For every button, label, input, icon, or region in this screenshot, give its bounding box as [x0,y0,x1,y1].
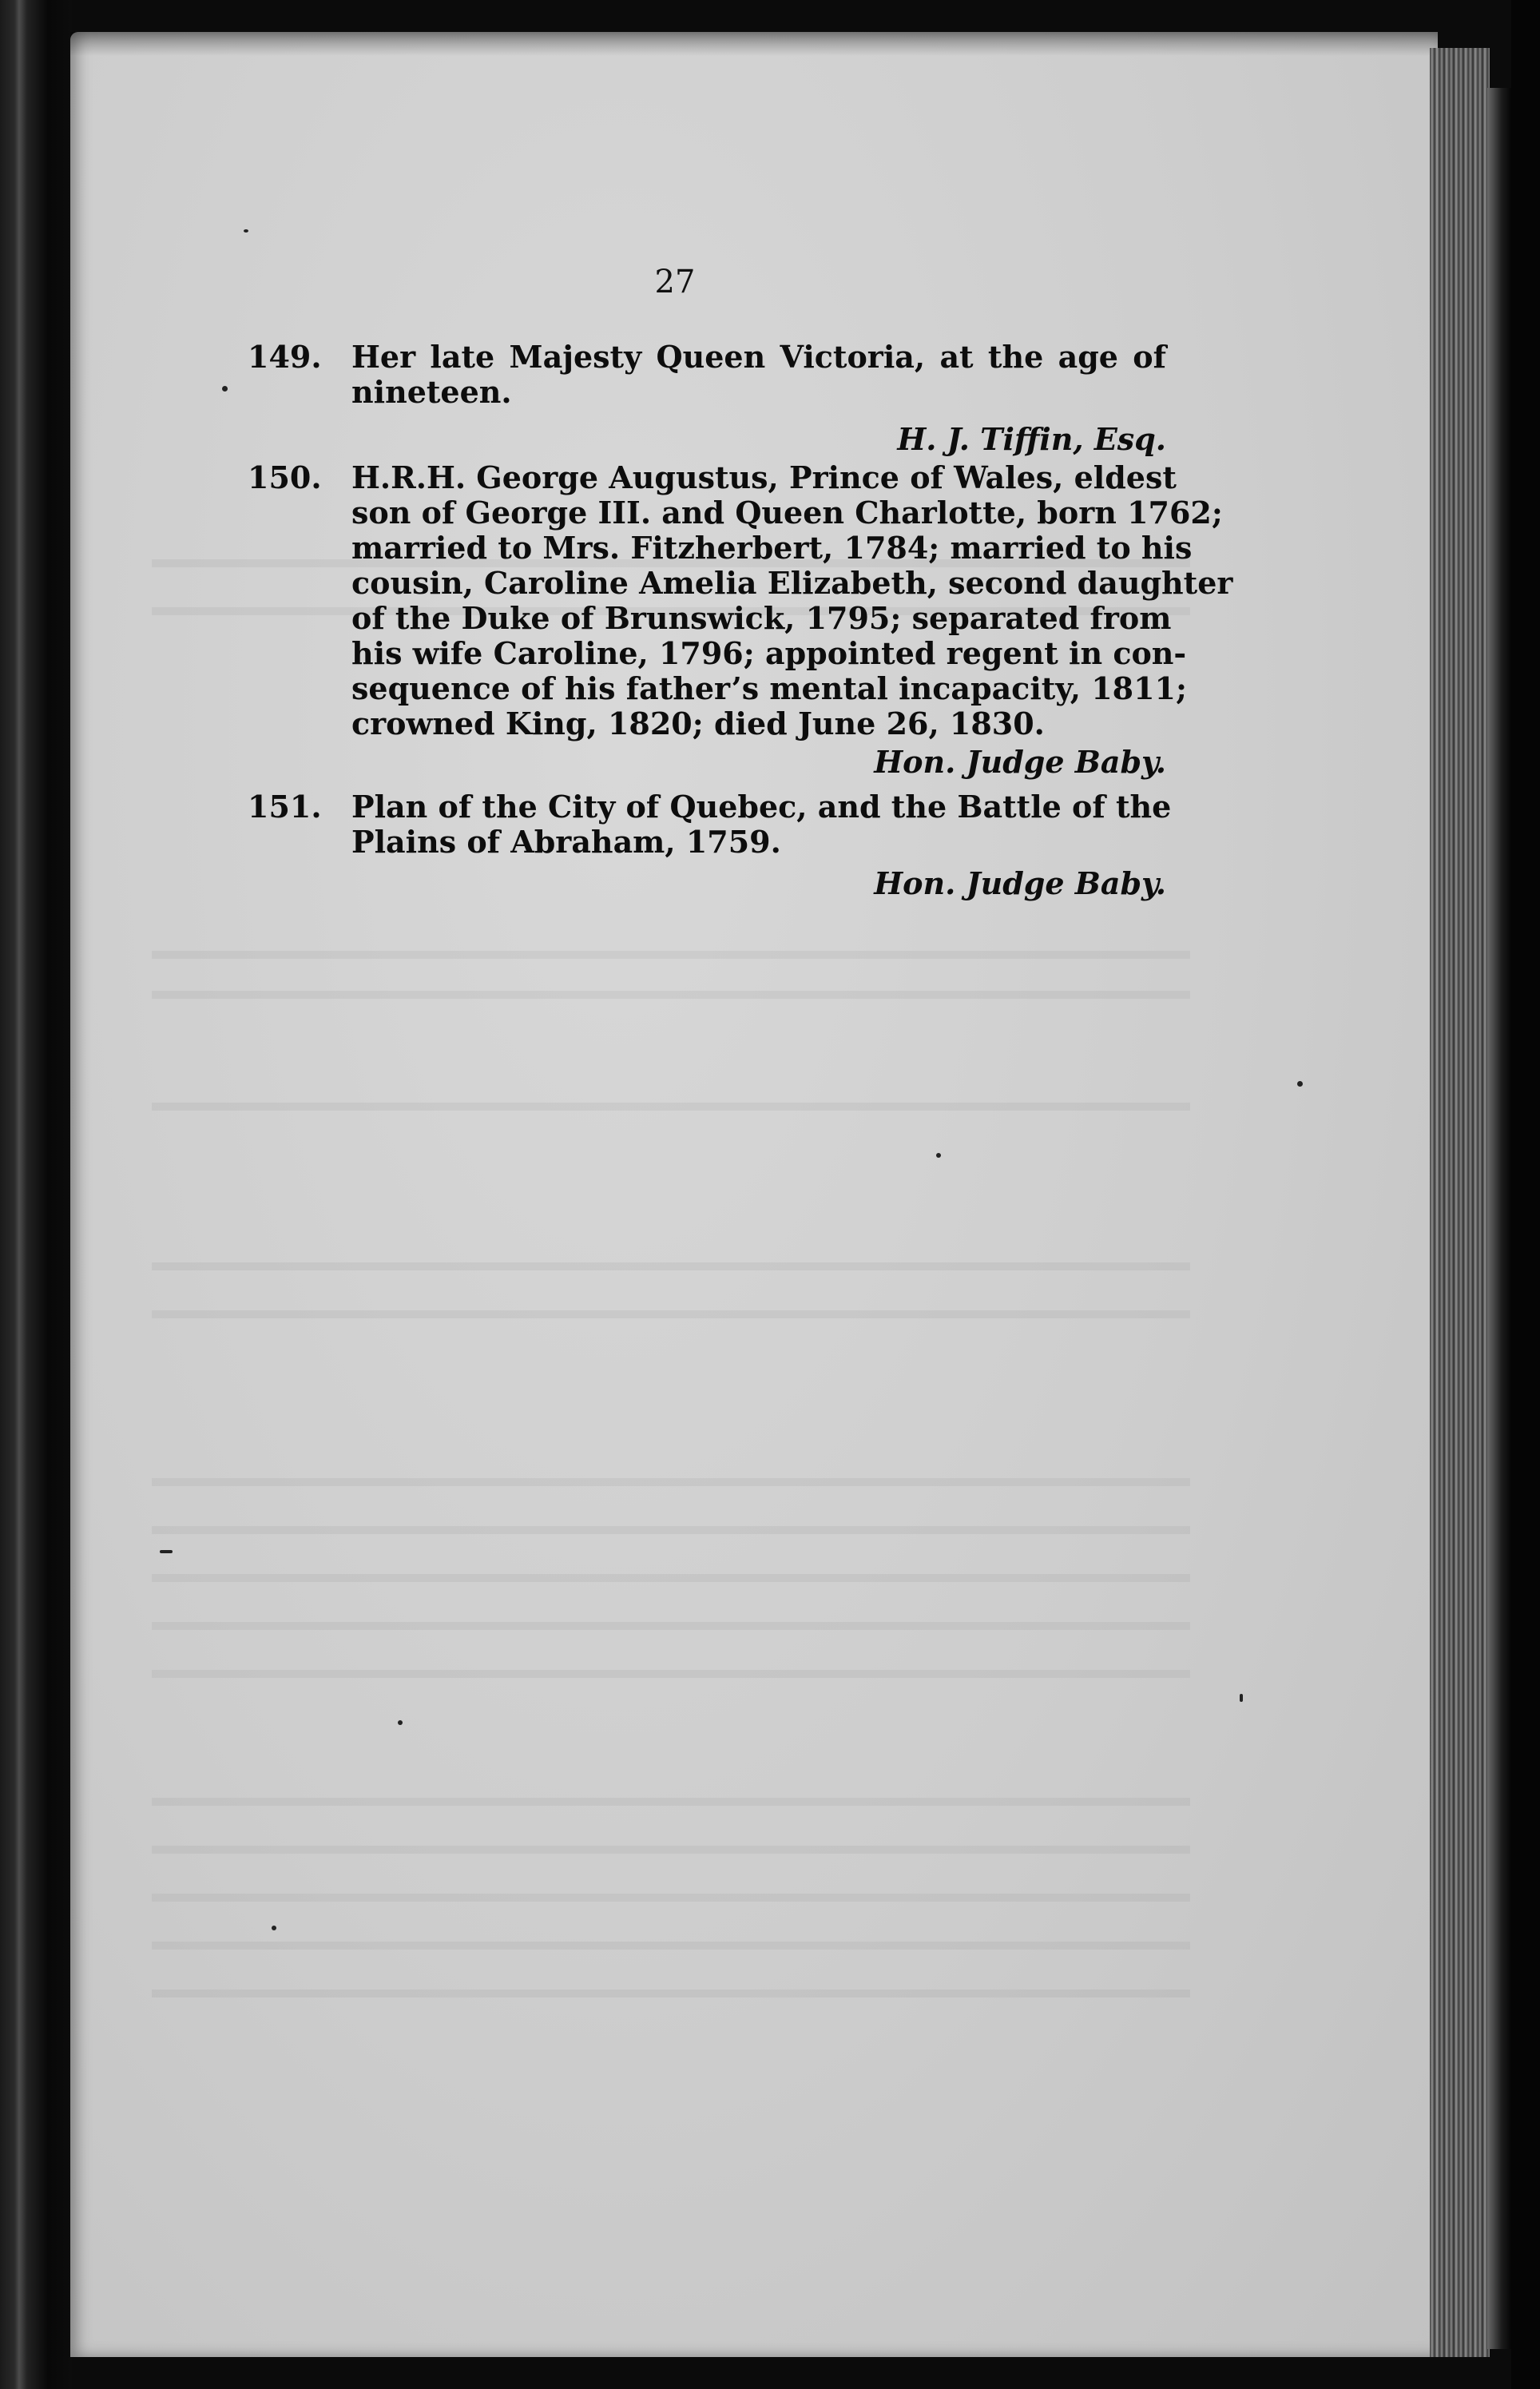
speck [222,386,228,392]
entry-text [351,459,1233,741]
bleed-through [152,951,1190,959]
entry-line: of the Duke of Brunswick, 1795; separated from [351,600,1172,636]
bleed-through [152,1990,1190,1997]
entry-text [351,789,1172,860]
left-gutter [0,0,72,2389]
speck [398,1720,403,1725]
bleed-through [152,1310,1190,1318]
entry-line: Plains of Abraham, 1759. [351,824,781,860]
book-edge-shadow [1487,88,1511,2349]
bleed-through [152,1942,1190,1950]
entry-number: 151. [248,789,322,825]
entry-donor: Hon. Judge Baby. [874,744,1166,780]
speck [160,1550,173,1553]
entry-donor: Hon. Judge Baby. [874,865,1166,901]
entry-number: 149. [248,339,322,375]
entry-line: son of George III. and Queen Charlotte, born 1762; [351,495,1223,531]
entry-line: nineteen. [351,374,512,410]
entry-line: crowned King, 1820; died June 26, 1830. [351,706,1045,741]
bleed-through [152,1798,1190,1806]
speck [272,1926,276,1930]
entry-number: 150. [248,459,322,495]
entry-text [351,340,1166,410]
entry-donor: H. J. Tiffin, Esq. [897,421,1166,457]
bleed-through [152,991,1190,999]
bleed-through [152,1894,1190,1902]
bleed-through [152,1846,1190,1854]
entry-line: cousin, Caroline Amelia Elizabeth, second daughter [351,565,1233,601]
bleed-through [152,1670,1190,1678]
bleed-through [152,1262,1190,1270]
bleed-through [152,1574,1190,1582]
speck [1240,1694,1243,1702]
bleed-through [152,1478,1190,1486]
page-top-shadow [70,32,1438,56]
entry-line: sequence of his father’s mental incapacity, 1811; [351,670,1188,706]
bleed-through [152,1526,1190,1534]
bleed-through [152,1622,1190,1630]
bleed-through [152,1103,1190,1111]
right-margin [1511,0,1540,2389]
entry-line: his wife Caroline, 1796; appointed regent in con- [351,635,1187,671]
page-edges [1430,48,1490,2357]
speck [936,1153,941,1158]
entry-line: Her late Majesty Queen Victoria, at the age of [351,339,1166,375]
entry-line: Plan of the City of Quebec, and the Battle of the [351,789,1172,825]
speck [1297,1081,1303,1087]
entry-line: married to Mrs. Fitzherbert, 1784; married to his [351,530,1193,566]
page-number: 27 [654,264,696,300]
speck [244,229,248,233]
entry-line: H.R.H. George Augustus, Prince of Wales, eldest [351,459,1177,495]
